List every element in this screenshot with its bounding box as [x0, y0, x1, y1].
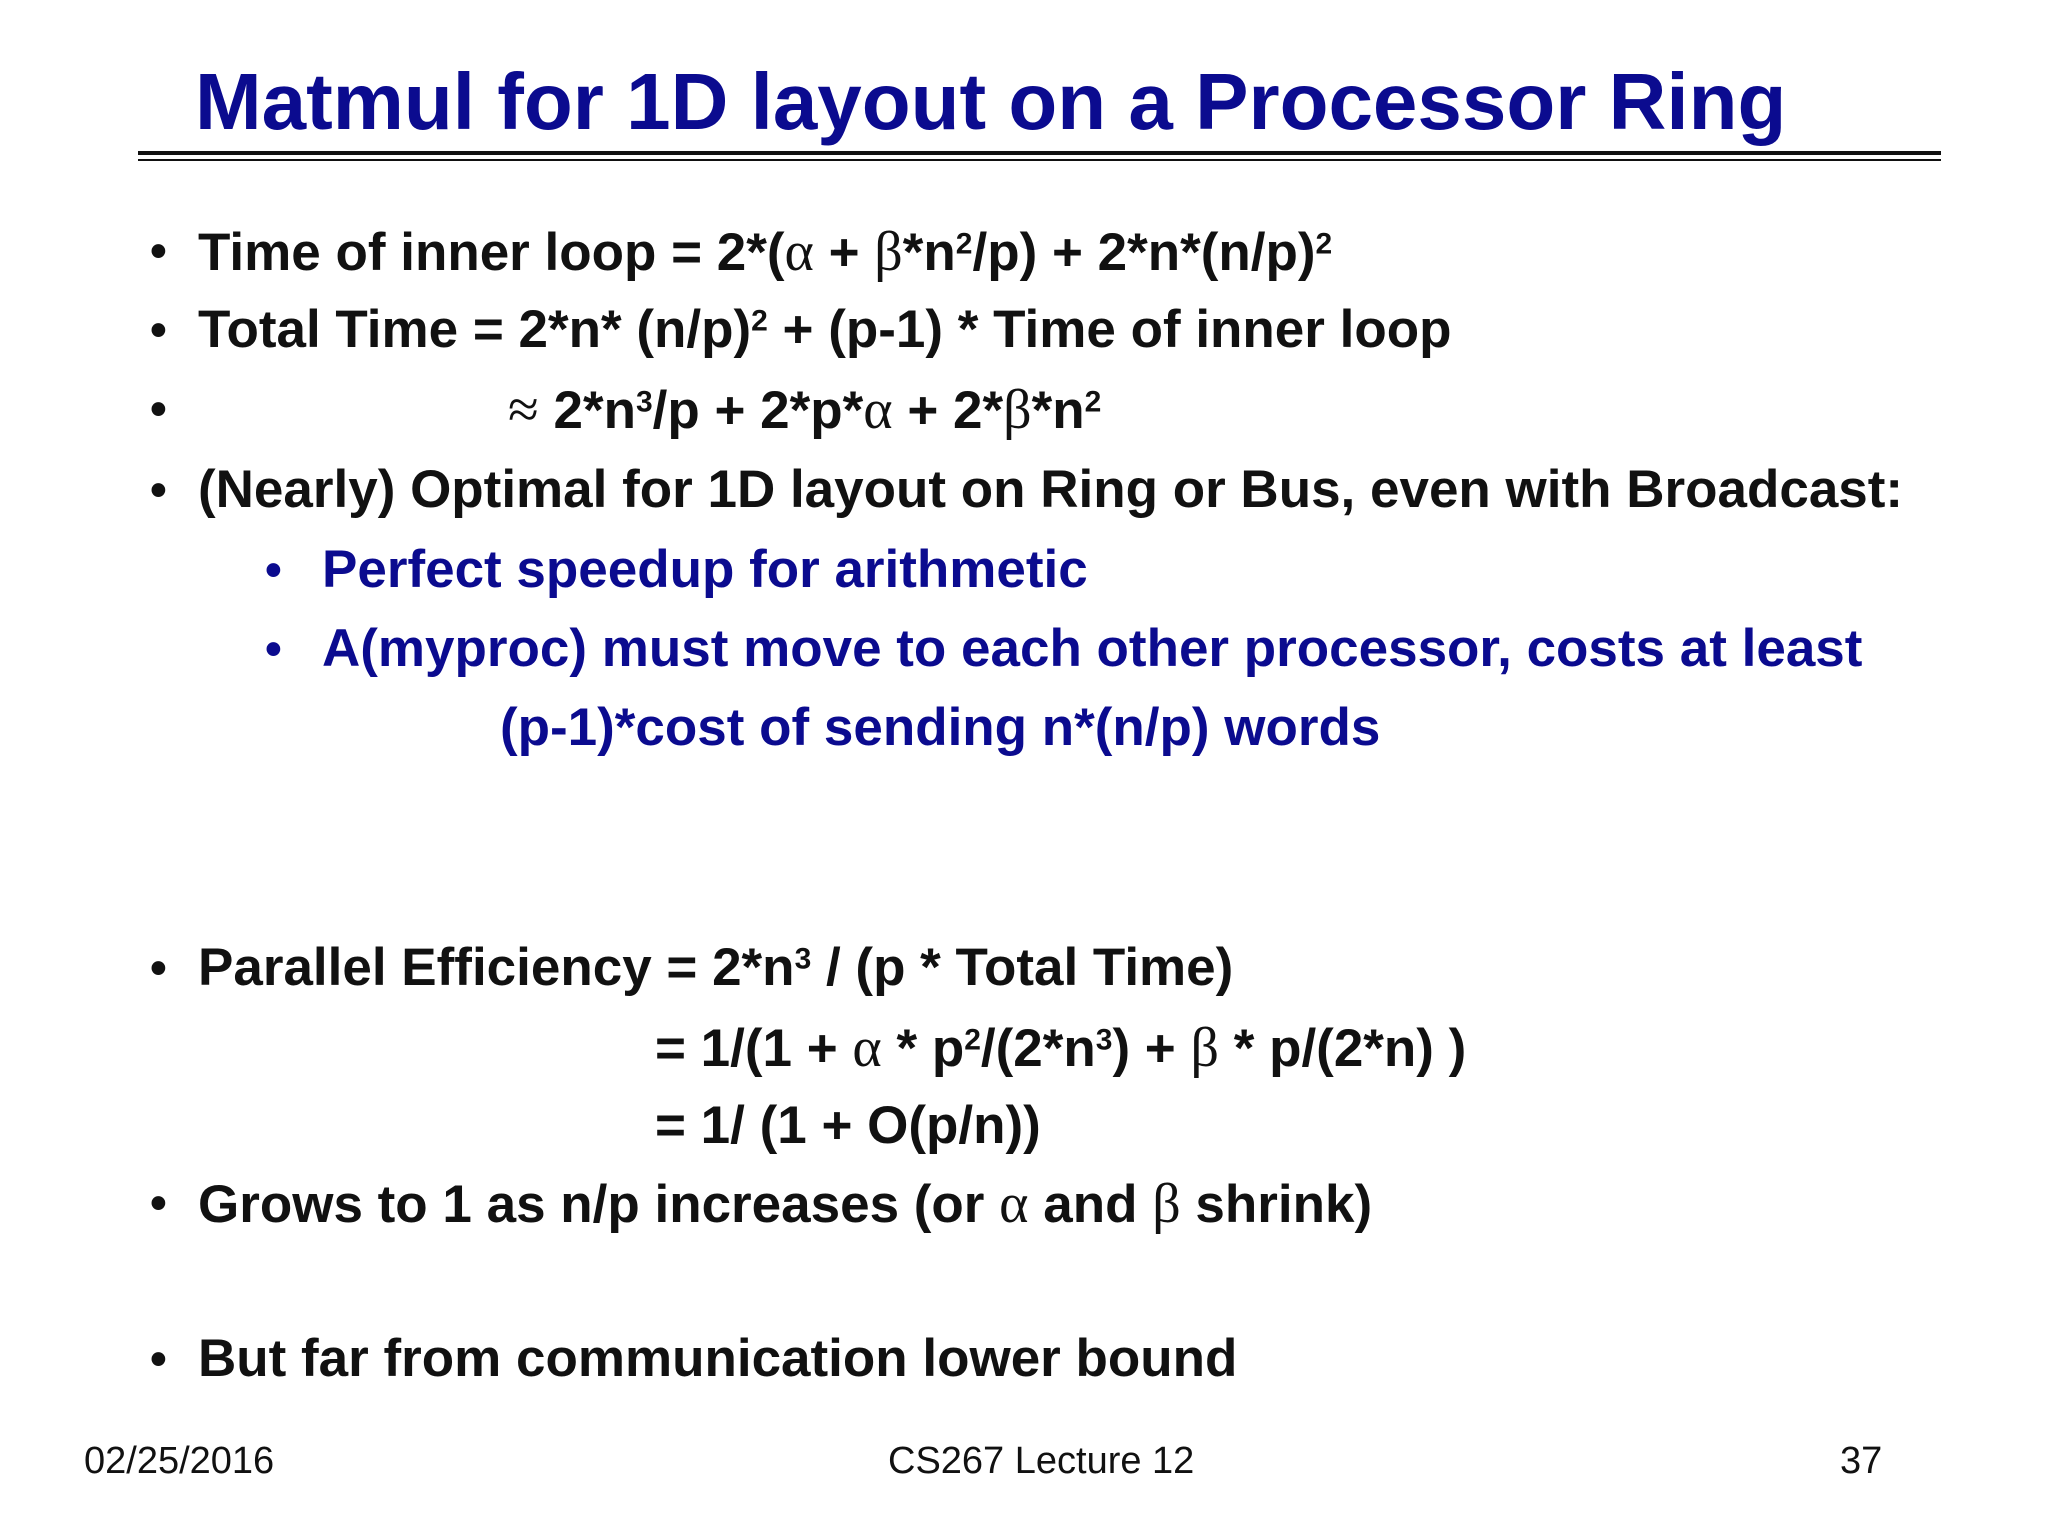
efficiency-line-3: = 1/ (1 + O(p/n)): [655, 1096, 1041, 1155]
text: /p + 2*p*: [652, 381, 864, 440]
bullet-inner-loop-time: [198, 221, 1333, 283]
text: * p/(2*n) ): [1219, 1019, 1467, 1078]
title-underline-thick: [138, 151, 1941, 155]
text: and: [1028, 1175, 1153, 1234]
sub-bullet-marker: •: [265, 544, 282, 597]
text: ) +: [1112, 1019, 1191, 1078]
bullet-parallel-efficiency: [198, 938, 1234, 997]
text: + 2*: [892, 381, 1004, 440]
text: /(2*n: [980, 1019, 1096, 1078]
text: Grows to 1 as n/p increases (or: [198, 1175, 1000, 1234]
text: +: [813, 223, 875, 282]
bullet-nearly-optimal: (Nearly) Optimal for 1D layout on Ring or Bus, even with Broadcast:: [198, 460, 1904, 519]
beta-symbol: β: [1190, 1017, 1219, 1079]
sub-bullet-amyproc: A(myproc) must move to each other processor, costs at least: [322, 619, 1863, 678]
text: = 1/(1 +: [655, 1019, 853, 1078]
exponent: 3: [1095, 1023, 1113, 1057]
text: /p) + 2*n*(n/p): [972, 223, 1316, 282]
sub-bullet-marker: •: [265, 623, 282, 676]
beta-symbol: β: [874, 221, 903, 283]
sub-bullet-amyproc-continuation: (p-1)*cost of sending n*(n/p) words: [500, 698, 1381, 757]
text: + (p-1) * Time of inner loop: [767, 300, 1452, 359]
text: / (p * Total Time): [811, 938, 1234, 997]
bullet-marker: •: [150, 383, 167, 436]
text: * p: [881, 1019, 965, 1078]
bullet-marker: •: [150, 225, 167, 278]
text: *n: [902, 223, 956, 282]
exponent: 3: [635, 385, 653, 419]
exponent: 3: [794, 942, 812, 976]
exponent: 2: [751, 304, 768, 338]
exponent: 2: [964, 1023, 981, 1057]
approx-symbol: ≈: [508, 379, 539, 441]
slide-title: Matmul for 1D layout on a Processor Ring: [195, 57, 1787, 146]
text: 2*n: [553, 381, 636, 440]
efficiency-line-2: [655, 1017, 1467, 1079]
alpha-symbol: α: [852, 1017, 882, 1079]
bullet-lower-bound: But far from communication lower bound: [198, 1329, 1238, 1388]
bullet-marker: •: [150, 942, 167, 995]
bullet-marker: •: [150, 464, 167, 517]
exponent: 2: [1315, 227, 1333, 261]
bullet-grows-to-one: [198, 1173, 1373, 1235]
bullet-marker: •: [150, 1177, 167, 1230]
alpha-symbol: α: [999, 1173, 1029, 1235]
exponent: 2: [1084, 385, 1102, 419]
beta-symbol: β: [1152, 1173, 1181, 1235]
alpha-symbol: α: [863, 379, 893, 441]
title-underline-thin: [138, 159, 1941, 161]
footer-course: CS267 Lecture 12: [888, 1440, 1195, 1482]
text: Time of inner loop = 2*(: [198, 223, 785, 282]
alpha-symbol: α: [784, 221, 814, 283]
footer-date: 02/25/2016: [84, 1440, 275, 1482]
footer-page-number: 37: [1840, 1440, 1883, 1482]
text: *n: [1031, 381, 1085, 440]
text: shrink): [1180, 1175, 1373, 1234]
exponent: 2: [955, 227, 973, 261]
text: Total Time = 2*n* (n/p): [198, 300, 752, 359]
bullet-total-time: [198, 300, 1452, 359]
bullet-marker: •: [150, 1333, 167, 1386]
bullet-total-time-approx: [508, 379, 1102, 441]
beta-symbol: β: [1003, 379, 1032, 441]
text: Parallel Efficiency = 2*n: [198, 938, 795, 997]
bullet-marker: •: [150, 304, 167, 357]
sub-bullet-perfect-speedup: Perfect speedup for arithmetic: [322, 540, 1088, 599]
